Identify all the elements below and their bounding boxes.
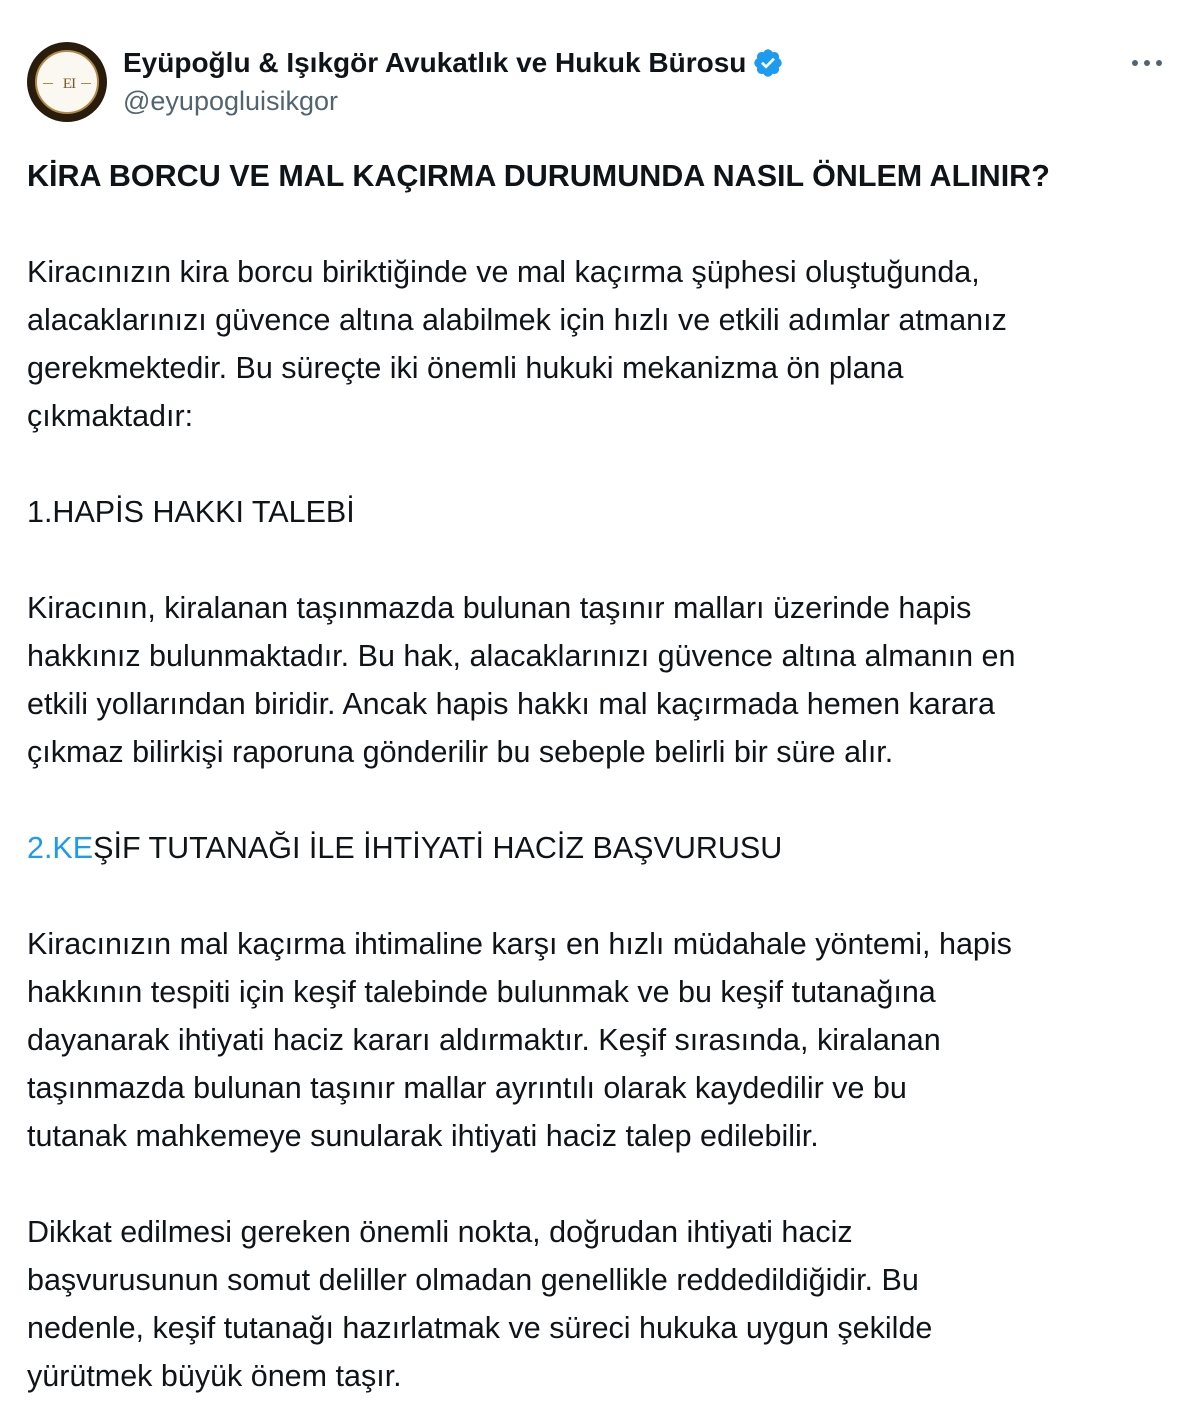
section1-line: hakkınız bulunmaktadır. Bu hak, alacaklarınızı güvence altına almanın en	[27, 639, 1016, 673]
intro-line: gerekmektedir. Bu süreçte iki önemli hukuki mekanizma ön plana	[27, 351, 904, 385]
avatar[interactable]	[27, 42, 107, 122]
avatar-monogram: EI	[62, 75, 76, 92]
author-handle[interactable]: @eyupogluisikgor	[123, 86, 339, 116]
closing-line: yürütmek büyük önem taşır.	[27, 1359, 402, 1393]
section1-line: çıkmaz bilirkişi raporuna gönderilir bu sebeple belirli bir süre alır.	[27, 735, 894, 769]
author-name-row	[123, 46, 784, 80]
section1-line: Kiracının, kiralanan taşınmazda bulunan taşınır malları üzerinde hapis	[27, 591, 972, 625]
avatar-logo-line-right	[81, 83, 91, 84]
section1-heading: 1.HAPİS HAKKI TALEBİ	[27, 495, 355, 529]
tweet-text	[27, 152, 1177, 1400]
section2-line: tutanak mahkemeye sunularak ihtiyati haciz talep edilebilir.	[27, 1119, 819, 1153]
section2-heading-link[interactable]: 2.KE	[27, 831, 94, 865]
section2-heading	[27, 824, 1177, 872]
closing-line: Dikkat edilmesi gereken önemli nokta, doğrudan ihtiyati haciz	[27, 1215, 853, 1249]
intro-line: çıkmaktadır:	[27, 399, 194, 433]
verified-badge-icon[interactable]	[752, 47, 784, 79]
intro-line: Kiracınızın kira borcu biriktiğinde ve mal kaçırma şüphesi oluştuğunda,	[27, 255, 980, 289]
section2-line: taşınmazda bulunan taşınır mallar ayrıntılı olarak kaydedilir ve bu	[27, 1071, 907, 1105]
closing-line: başvurusunun somut deliller olmadan genellikle reddedildiğidir. Bu	[27, 1263, 919, 1297]
section2-line: Kiracınızın mal kaçırma ihtimaline karşı en hızlı müdahale yöntemi, hapis	[27, 927, 1012, 961]
section1-line: etkili yollarından biridir. Ancak hapis hakkı mal kaçırmada hemen karara	[27, 687, 995, 721]
section2-heading-rest: ŞİF TUTANAĞI İLE İHTİYATİ HACİZ BAŞVURUSU	[93, 831, 783, 865]
section2-line: hakkının tespiti için keşif talebinde bulunmak ve bu keşif tutanağına	[27, 975, 936, 1009]
tweet-header	[27, 42, 1167, 122]
closing-line: nedenle, keşif tutanağı hazırlatmak ve süreci hukuka uygun şekilde	[27, 1311, 933, 1345]
author-display-name[interactable]: Eyüpoğlu & Işıkgör Avukatlık ve Hukuk Bürosu	[123, 47, 747, 78]
section2-line: dayanarak ihtiyati haciz kararı aldırmaktır. Keşif sırasında, kiralanan	[27, 1023, 941, 1057]
tweet-title: KİRA BORCU VE MAL KAÇIRMA DURUMUNDA NASIL ÖNLEM ALINIR?	[27, 159, 1050, 193]
intro-line: alacaklarınızı güvence altına alabilmek için hızlı ve etkili adımlar atmanız	[27, 303, 1007, 337]
more-horizontal-icon[interactable]	[1127, 52, 1167, 74]
avatar-logo-ring	[35, 50, 99, 114]
